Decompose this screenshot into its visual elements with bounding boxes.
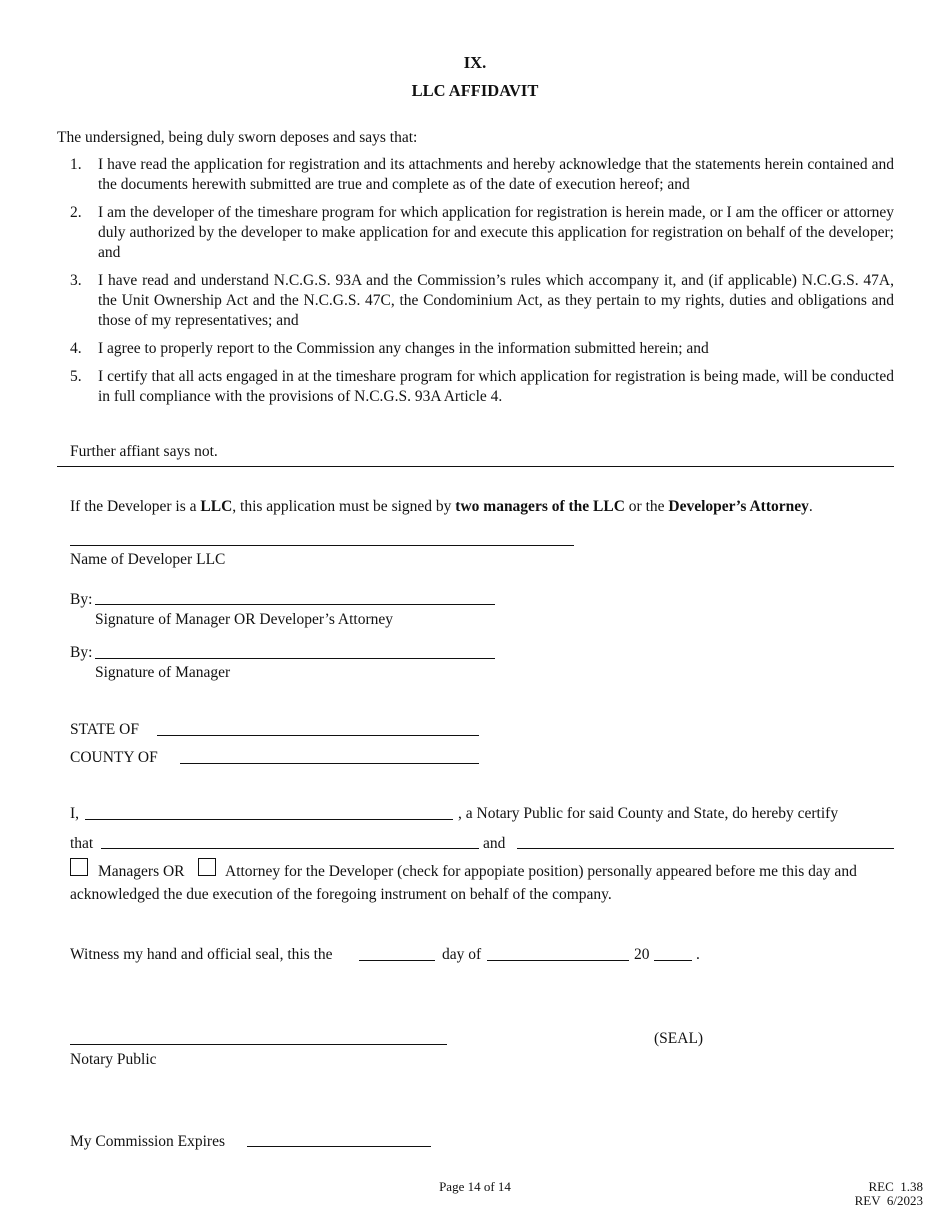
commission-expires-field[interactable] [247, 1146, 431, 1147]
list-item: 2. I am the developer of the timeshare program for which application for registration is herein made, or I am the officer or attorney duly authorized by the developer to make application for and execute this application for registration on behalf of the developer; and [70, 204, 894, 261]
month-field[interactable] [487, 960, 629, 961]
form-revision: REV 6/2023 [854, 1193, 923, 1208]
state-label: STATE OF [70, 721, 139, 738]
attorney-text: Attorney for the Developer (check for appopiate position) personally appeared before me this day and [225, 863, 857, 880]
by-label-2: By: [70, 644, 93, 661]
list-item: 3. I have read and understand N.C.G.S. 93A and the Commission’s rules which accompany it, and (if applicable) N.C.G.S. 47A, the Unit Ownership Act and the N.C.G.S. 47C, the Condominium Act, as they pertain to my rights, duties and obligations and those of my representatives; and [70, 272, 894, 329]
intro-text: The undersigned, being duly sworn deposes and says that: [57, 129, 418, 146]
state-field[interactable] [157, 735, 479, 736]
attorney-checkbox[interactable] [198, 858, 216, 876]
that-label: that [70, 835, 94, 852]
year-field[interactable] [654, 960, 692, 961]
notary-public-label: Notary Public [70, 1051, 157, 1068]
acknowledgement-text: acknowledged the due execution of the foregoing instrument on behalf of the company. [70, 886, 612, 903]
manager-or-attorney-signature-field[interactable] [95, 604, 495, 605]
section-divider [57, 466, 894, 467]
list-item: 1. I have read the application for registration and its attachments and hereby acknowledge that the statements herein contained and the documents herewith submitted are true and complete as of the date of execution hereof; and [70, 156, 894, 193]
managers-checkbox[interactable] [70, 858, 88, 876]
developer-name-field[interactable] [70, 545, 574, 546]
list-item: 5. I certify that all acts engaged in at the timeshare program for which application for registration is being made, will be conducted in full compliance with the provisions of N.C.G.S. 93A Article 4. [70, 368, 894, 405]
notary-certify-text: , a Notary Public for said County and State, do hereby certify [458, 805, 839, 822]
witness-period: . [696, 946, 700, 963]
and-label: and [483, 835, 506, 852]
further-affiant-text: Further affiant says not. [70, 443, 218, 460]
developer-name-label: Name of Developer LLC [70, 551, 226, 568]
list-item: 4. I agree to properly report to the Commission any changes in the information submitted herein; and [70, 340, 709, 357]
county-field[interactable] [180, 763, 479, 764]
notary-signature-field[interactable] [70, 1044, 447, 1045]
signature-2-label: Signature of Manager [95, 664, 231, 681]
by-label-1: By: [70, 591, 93, 608]
witness-label: Witness my hand and official seal, this the [70, 946, 333, 963]
manager-signature-field[interactable] [95, 658, 495, 659]
affidavit-list [57, 155, 894, 415]
page-number: Page 14 of 14 [439, 1179, 511, 1194]
day-of-label: day of [442, 946, 482, 963]
page-title: LLC AFFIDAVIT [411, 81, 539, 100]
day-field[interactable] [359, 960, 435, 961]
second-signer-field[interactable] [517, 848, 894, 849]
notary-name-field[interactable] [85, 819, 453, 820]
year-prefix: 20 [634, 946, 650, 963]
county-label: COUNTY OF [70, 749, 158, 766]
first-signer-field[interactable] [101, 848, 479, 849]
managers-label: Managers OR [98, 863, 185, 880]
section-number: IX. [463, 53, 487, 72]
commission-expires-label: My Commission Expires [70, 1133, 226, 1150]
seal-label: (SEAL) [654, 1030, 704, 1047]
form-code: REC 1.38 [868, 1179, 923, 1194]
signature-1-label: Signature of Manager OR Developer’s Attorney [95, 611, 394, 628]
llc-signing-note: If the Developer is a LLC, this application must be signed by two managers of the LLC or the Developer’s Attorney. [70, 498, 813, 515]
notary-i-label: I, [70, 805, 80, 822]
